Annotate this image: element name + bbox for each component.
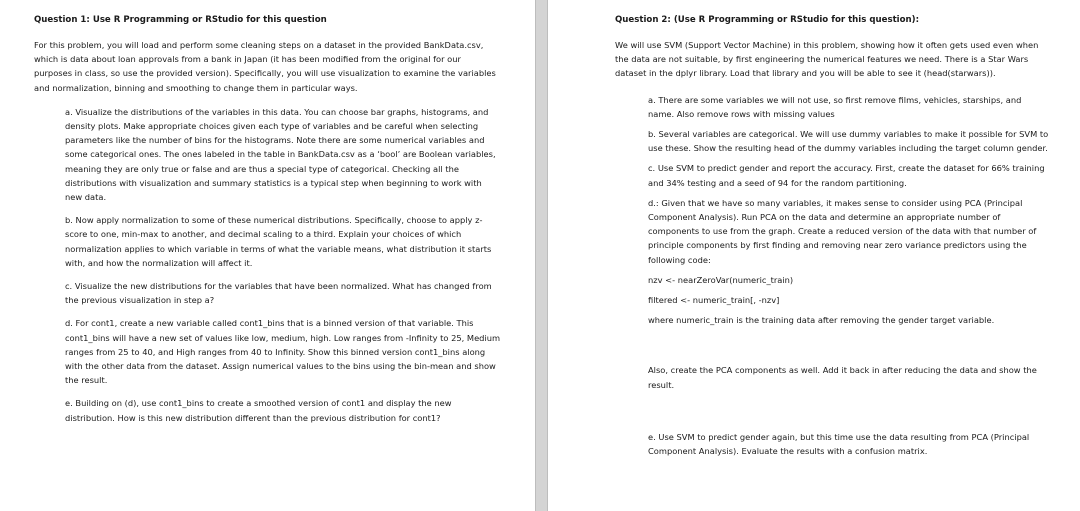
question-1-part-d: d. For cont1, create a new variable called cont1_bins that is a binned version of that variable. This cont1_bins will have a new set of values like low, medium, high. Low ranges from -Infinity to 25, Medium ranges from 25 to 40, and High ranges from 40 to Infinity. Show this binned version cont1_bins along with the other data from the dataset. Assign numerical values to the bins using the bin-mean and show the result. [65,318,501,386]
code-line-nzv: nzv <- nearZeroVar(numeric_train) [648,274,794,285]
code-line-filtered: filtered <- numeric_train[, -nzv] [648,295,780,306]
question-1-part-b: b. Now apply normalization to some of these numerical distributions. Specifically, choose to apply z-score to one, min-max to another, and decimal scaling to a third. Explain your choices of which normalization applies to which variable in terms of what the variable means, what distribution it starts with, and how the normalization will affect it. [65,215,492,268]
question-2-where-note: where numeric_train is the training data after removing the gender target variable. [648,315,995,326]
question-2-part-e: e. Use SVM to predict gender again, but this time use the data resulting from PCA (Principal Component Analysis). Evaluate the results with a confusion matrix. [648,431,1030,457]
question-2-part-b: b. Several variables are categorical. We will use dummy variables to make it possible for SVM to use these. Show the resulting head of the dummy variables including the target column gender. [648,129,1049,154]
question-1-title: Question 1: Use R Programming or RStudio for this question [34,15,327,25]
question-1-part-c: c. Visualize the new distributions for the variables that have been normalized. What has changed from the previous visualization in step a? [65,281,492,306]
question-2-intro: We will use SVM (Support Vector Machine) in this problem, showing how it often gets used even when the data are not suitable, by first engineering the numerical features we need. There is a Star Wars dataset in the dplyr library. Load that library and you will be able to see it (head(starwars)). [615,40,1039,79]
question-2-part-a: a. There are some variables we will not use, so first remove films, vehicles, starships, and name. Also remove rows with missing values [648,94,1022,119]
question-1-part-a: a. Visualize the distributions of the variables in this data. You can choose bar graphs, histograms, and density plots. Make appropriate choices given each type of variables and be careful when selecting parameters like the number of bins for the histograms. Note there are some numerical variables and some categorical ones. The ones labeled in the table in BankData.csv as a ‘bool’ are Boolean variables, meaning they are only true or false and are thus a special type of categorical. Checking all the distributions with visualization and summary statistics is a typical step when beginning to work with new data. [65,106,496,203]
document-page-right [548,0,1080,511]
question-1-intro: For this problem, you will load and perform some cleaning steps on a dataset in the provided BankData.csv, which is data about loan approvals from a bank in Japan (it has been modified from the original for our purposes in class, so use the provided version). Specifically, you will use visualization to examine the variables and normalization, binning and smoothing to change them in particular ways. [34,40,496,93]
question-2-title: Question 2: (Use R Programming or RStudio for this question): [615,15,920,25]
page-gutter [535,0,548,511]
question-2-pca-note: Also, create the PCA components as well. Add it back in after reducing the data and show the result. [648,365,1037,390]
question-1-part-e: e. Building on (d), use cont1_bins to create a smoothed version of cont1 and display the new distribution. How is this new distribution different than the previous distribution for cont1? [65,398,452,423]
question-2-part-d: d.: Given that we have so many variables, it makes sense to consider using PCA (Principal Component Analysis). Run PCA on the data and determine an appropriate number of components to use from the graph. Create a reduced version of the data with that number of principle components by first finding and removing near zero variance predictors using the following code: [648,197,1037,265]
question-2-part-c: c. Use SVM to predict gender and report the accuracy. First, create the dataset for 66% training and 34% testing and a seed of 94 for the random partitioning. [648,163,1045,188]
document-page-left [0,0,535,511]
